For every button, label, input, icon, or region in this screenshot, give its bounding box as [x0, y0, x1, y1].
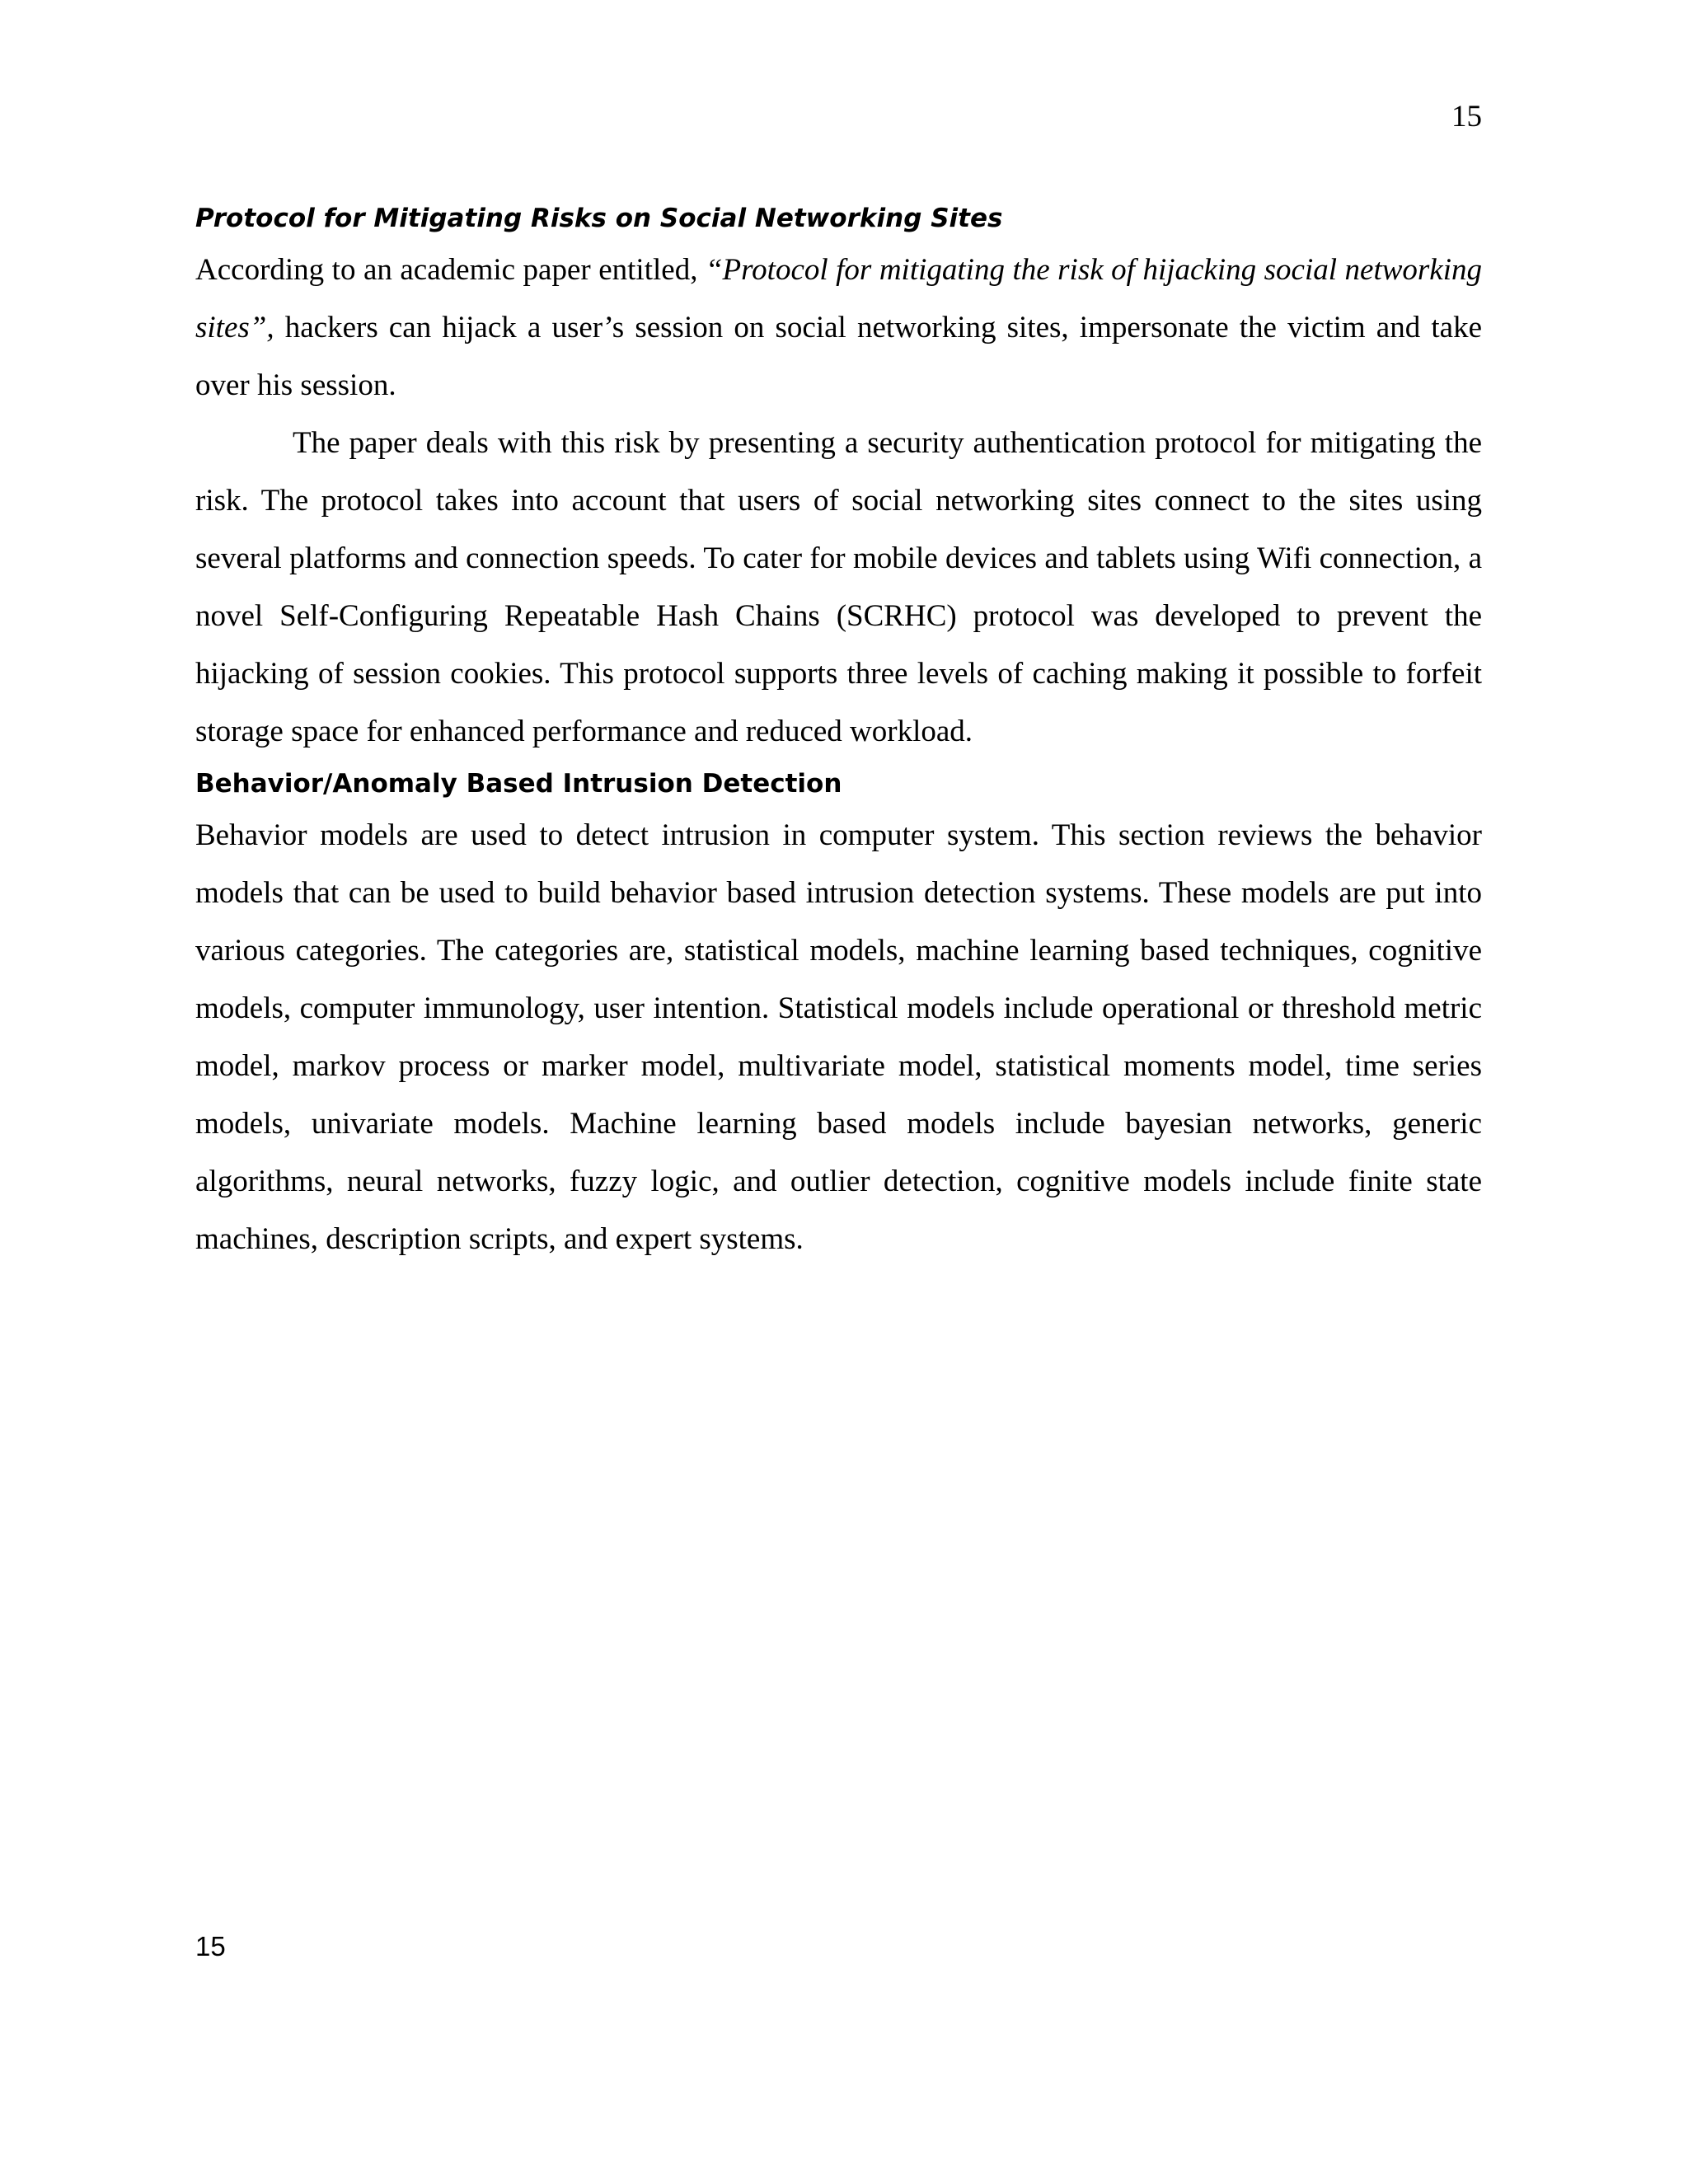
- paragraph-behavior-models: Behavior models are used to detect intrusion in computer system. This section reviews the behavior models that can be used to build behavior based intrusion detection systems. These models are put into various categories. The categories are, statistical models, machine learning based techniques, cognitive models, computer immunology, user intention. Statistical models include operational or threshold metric model, markov process or marker model, multivariate model, statistical moments model, time series models, univariate models. Machine learning based models include bayesian networks, generic algorithms, neural networks, fuzzy logic, and outlier detection, cognitive models include finite state machines, description scripts, and expert systems.: [195, 818, 1482, 1256]
- paragraph-protocol-intro: [195, 241, 1482, 415]
- section-heading-behavior: Behavior/Anomaly Based Intrusion Detection: [195, 769, 842, 799]
- paragraph-lead-text: According to an academic paper entitled,: [195, 253, 706, 287]
- paper-title: “Protocol for mitigating the risk of hijacking social networking sites”,: [195, 253, 1483, 344]
- page-number-top: 15: [1451, 100, 1482, 134]
- section-heading-protocol: Protocol for Mitigating Risks on Social Networking Sites: [195, 204, 1003, 233]
- paragraph-protocol-details: The paper deals with this risk by presenting a security authentication protocol for mitigating the risk. The protocol takes into account that users of social networking sites connect to the sites using several platforms and connection speeds. To cater for mobile devices and tablets using Wifi connection, a novel Self-Configuring Repeatable Hash Chains (SCRHC) protocol was developed to prevent the hijacking of session cookies. This protocol supports three levels of caching making it possible to forfeit storage space for enhanced performance and reduced workload.: [195, 426, 1482, 748]
- document-body: [195, 195, 1482, 1268]
- paragraph-rest-text: hackers can hijack a user’s session on social networking sites, impersonate the victim and take over his session.: [195, 311, 1482, 402]
- page-number-bottom: 15: [195, 1931, 226, 1961]
